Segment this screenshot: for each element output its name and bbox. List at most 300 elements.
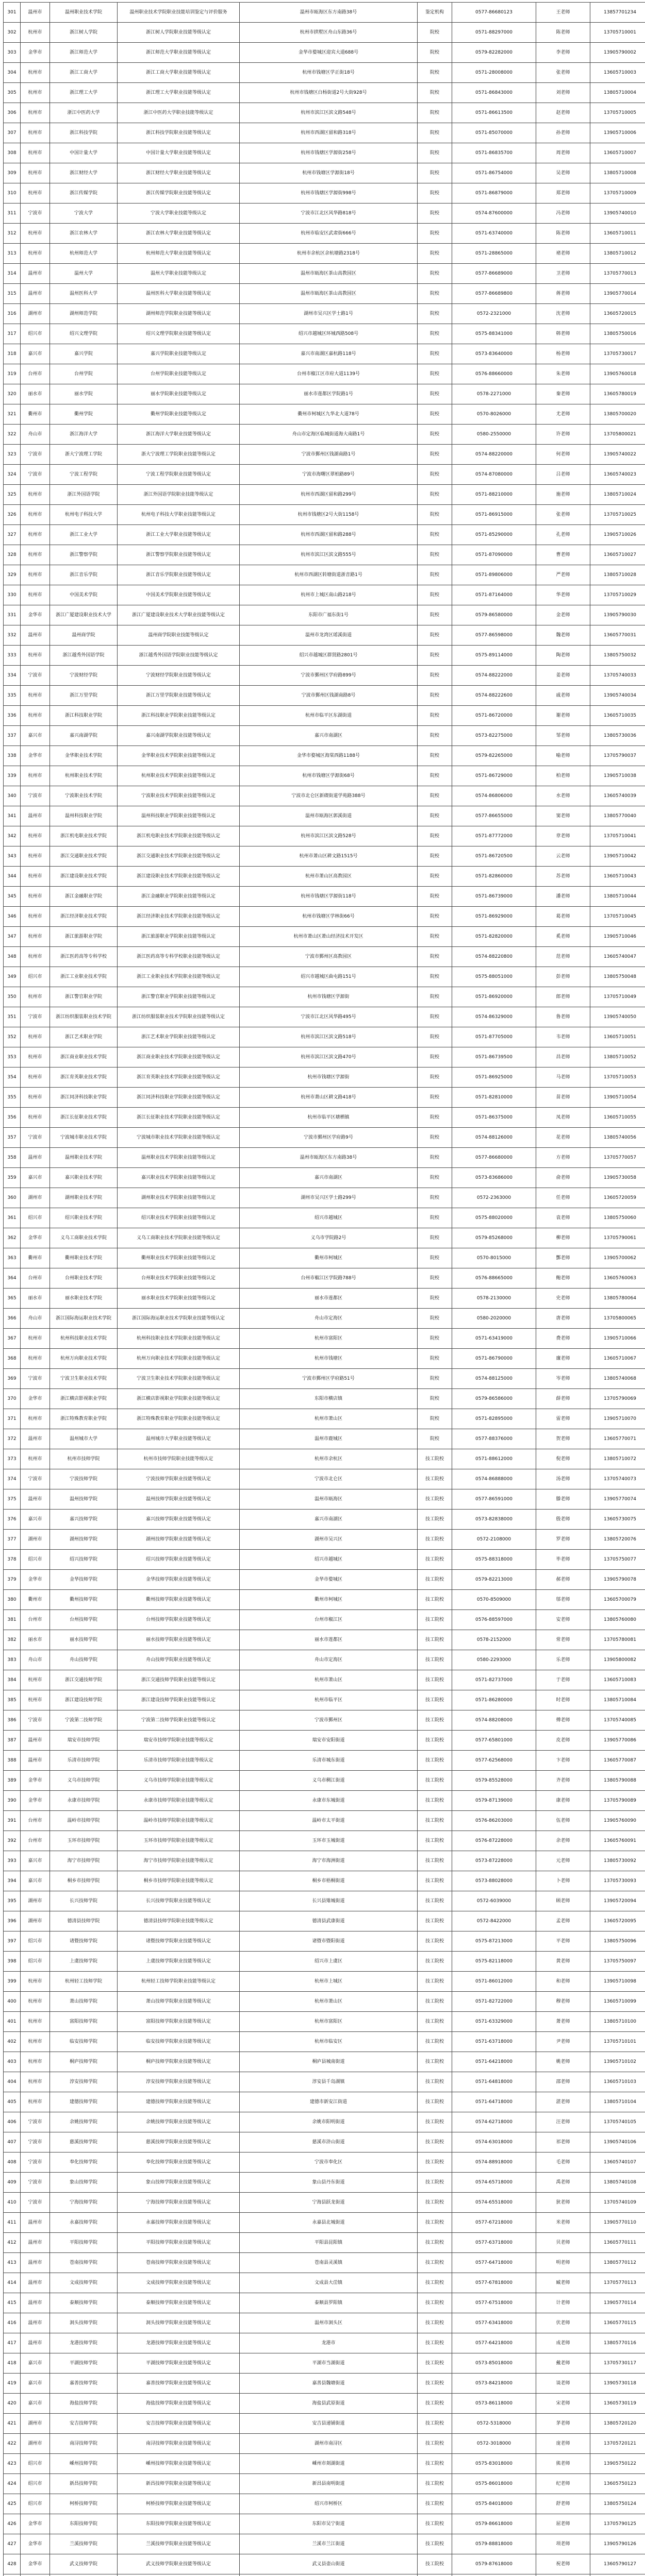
phone-cell: 0574-65718000 [452, 2173, 536, 2193]
contact-cell: 曹老师 [536, 545, 590, 565]
row-number: 322 [4, 425, 21, 445]
organization-cell: 温州医科大学 [50, 284, 118, 304]
contact-cell: 邬老师 [536, 1590, 590, 1610]
mobile-cell: 13605790127 [590, 2554, 645, 2574]
address-cell: 龙港市 [240, 2333, 418, 2353]
table-row [4, 1510, 645, 1530]
type-cell: 院校 [418, 605, 452, 625]
organization-cell: 浙江同济科技职业学院 [50, 1088, 118, 1108]
type-cell: 院校 [418, 625, 452, 646]
phone-cell: 0570-8026000 [452, 404, 536, 425]
phone-cell: 0571-86915000 [452, 505, 536, 525]
organization-cell: 柯桥技师学院 [50, 2494, 118, 2514]
address-cell: 杭州市萧山区 [240, 1670, 418, 1690]
project-cell: 宁波技师学院职业技能等级认定 [118, 1469, 240, 1489]
city-cell: 杭州市 [21, 646, 50, 666]
project-cell: 舟山技师学院职业技能等级认定 [118, 1650, 240, 1670]
project-cell: 玉环市技师学院职业技能等级认定 [118, 1831, 240, 1851]
type-cell: 技工院校 [418, 2293, 452, 2313]
project-cell: 丽水技师学院职业技能等级认定 [118, 1630, 240, 1650]
phone-cell: 0571-87090000 [452, 545, 536, 565]
project-cell: 金华技师学院职业技能等级认定 [118, 1570, 240, 1590]
address-cell: 舟山市定海区临城街道海大南路1号 [240, 425, 418, 445]
address-cell: 温州市洞头区 [240, 2313, 418, 2333]
project-cell: 浙江长征职业技术学院职业技能等级认定 [118, 1108, 240, 1128]
address-cell: 杭州市钱塘区学源街68号 [240, 766, 418, 786]
address-cell: 武义县壶山街道 [240, 2554, 418, 2574]
phone-cell: 0577-86655000 [452, 806, 536, 826]
address-cell: 杭州市钱塘区2号大街1158号 [240, 505, 418, 525]
phone-cell: 0576-88665000 [452, 1268, 536, 1289]
row-number: 350 [4, 987, 21, 1007]
organization-cell: 温州科技职业学院 [50, 806, 118, 826]
project-cell: 温州城市大学职业技能等级认定 [118, 1429, 240, 1449]
address-cell: 杭州市西湖区留和路318号 [240, 123, 418, 143]
type-cell: 技工院校 [418, 2494, 452, 2514]
row-number: 406 [4, 2112, 21, 2132]
type-cell: 院校 [418, 23, 452, 43]
city-cell: 杭州市 [21, 1047, 50, 1067]
table-row [4, 284, 645, 304]
contact-cell: 邹老师 [536, 726, 590, 746]
contact-cell: 姜老师 [536, 666, 590, 686]
project-cell: 温岭市技师学院职业技能等级认定 [118, 1811, 240, 1831]
city-cell: 杭州市 [21, 244, 50, 264]
table-row [4, 1067, 645, 1088]
city-cell: 温州市 [21, 2213, 50, 2233]
city-cell: 杭州市 [21, 1027, 50, 1047]
row-number: 378 [4, 1550, 21, 1570]
mobile-cell: 13605780019 [590, 384, 645, 404]
phone-cell: 0577-64718000 [452, 2253, 536, 2273]
table-row [4, 605, 645, 625]
contact-cell: 赵老师 [536, 103, 590, 123]
mobile-cell: 13605770031 [590, 625, 645, 646]
contact-cell: 苗老师 [536, 1088, 590, 1108]
type-cell: 院校 [418, 947, 452, 967]
contact-cell: 史老师 [536, 1289, 590, 1309]
project-cell: 浙江越秀外国语学院职业技能等级认定 [118, 646, 240, 666]
organization-cell: 宁波财经学院 [50, 666, 118, 686]
type-cell: 院校 [418, 826, 452, 846]
city-cell: 温州市 [21, 1751, 50, 1771]
mobile-cell: 13705790089 [590, 1791, 645, 1811]
city-cell: 杭州市 [21, 545, 50, 565]
contact-cell: 尹老师 [536, 2032, 590, 2052]
table-row [4, 927, 645, 947]
city-cell: 嘉兴市 [21, 2353, 50, 2374]
contact-cell: 时老师 [536, 1690, 590, 1710]
city-cell: 绍兴市 [21, 2494, 50, 2514]
project-cell: 安吉技师学院职业技能等级认定 [118, 2414, 240, 2434]
table-row [4, 2374, 645, 2394]
row-number: 365 [4, 1289, 21, 1309]
phone-cell: 0577-67518000 [452, 2293, 536, 2313]
contact-cell: 许老师 [536, 425, 590, 445]
type-cell: 院校 [418, 143, 452, 163]
address-cell: 杭州市余杭区余杭塘路2318号 [240, 244, 418, 264]
table-row [4, 2233, 645, 2253]
row-number: 373 [4, 1449, 21, 1469]
address-cell: 金华市婺城区海棠西路1188号 [240, 746, 418, 766]
project-cell: 浙江音乐学院职业技能等级认定 [118, 565, 240, 585]
contact-cell: 凤老师 [536, 1108, 590, 1128]
project-cell: 浙江国际海运职业技术学院职业技能等级认定 [118, 1309, 240, 1329]
mobile-cell: 13805720120 [590, 2414, 645, 2434]
city-cell: 台州市 [21, 1831, 50, 1851]
organization-cell: 杭州轻工技师学院 [50, 1972, 118, 1992]
phone-cell: 0577-86689800 [452, 284, 536, 304]
contact-cell: 冯老师 [536, 204, 590, 224]
mobile-cell: 13605770115 [590, 2313, 645, 2333]
project-cell: 文成技师学院职业技能等级认定 [118, 2273, 240, 2293]
phone-cell: 0571-82737000 [452, 1670, 536, 1690]
row-number: 319 [4, 364, 21, 384]
address-cell: 绍兴市柯桥区 [240, 2494, 418, 2514]
phone-cell: 0577-86680000 [452, 1148, 536, 1168]
contact-cell: 酆老师 [536, 1248, 590, 1268]
table-row [4, 1952, 645, 1972]
contact-cell: 金老师 [536, 605, 590, 625]
type-cell: 技工院校 [418, 1449, 452, 1469]
address-cell: 衢州市柯城区 [240, 1590, 418, 1610]
row-number: 399 [4, 1972, 21, 1992]
type-cell: 院校 [418, 103, 452, 123]
table-row [4, 1188, 645, 1208]
address-cell: 温州市瓯海区郭溪街道 [240, 806, 418, 826]
city-cell: 湖州市 [21, 1911, 50, 1931]
row-number: 348 [4, 947, 21, 967]
mobile-cell: 13905740022 [590, 445, 645, 465]
table-row [4, 445, 645, 465]
row-number: 337 [4, 726, 21, 746]
table-row [4, 1690, 645, 1710]
table-row [4, 967, 645, 987]
phone-cell: 0573-82275000 [452, 726, 536, 746]
address-cell: 杭州市余杭区 [240, 1449, 418, 1469]
table-row [4, 3, 645, 23]
mobile-cell: 13605720095 [590, 1911, 645, 1931]
address-cell: 湖州市南浔区 [240, 2434, 418, 2454]
city-cell: 绍兴市 [21, 1952, 50, 1972]
contact-cell: 昌老师 [536, 1047, 590, 1067]
table-row [4, 1128, 645, 1148]
address-cell: 慈溪市浒山街道 [240, 2132, 418, 2153]
phone-cell: 0577-86689000 [452, 264, 536, 284]
project-cell: 奉化技师学院职业技能等级认定 [118, 2153, 240, 2173]
project-cell: 金华职业技术学院职业技能等级认定 [118, 746, 240, 766]
organization-cell: 平湖技师学院 [50, 2353, 118, 2374]
mobile-cell [590, 2574, 645, 2576]
contact-cell: 蒋老师 [536, 284, 590, 304]
contact-cell: 倪老师 [536, 1449, 590, 1469]
city-cell: 温州市 [21, 1429, 50, 1449]
contact-cell: 范老师 [536, 947, 590, 967]
contact-cell: 汪老师 [536, 2112, 590, 2132]
phone-cell: 0574-87600000 [452, 204, 536, 224]
table-row [4, 2213, 645, 2233]
type-cell: 院校 [418, 766, 452, 786]
address-cell: 杭州市西湖区转塘街道浙音路1号 [240, 565, 418, 585]
organization-cell: 富阳技师学院 [50, 2012, 118, 2032]
phone-cell: 0577-63718000 [452, 2233, 536, 2253]
city-cell: 嘉兴市 [21, 2374, 50, 2394]
contact-cell: 穆老师 [536, 1992, 590, 2012]
phone-cell: 0571-64218000 [452, 2052, 536, 2072]
organization-cell: 浙江师范大学 [50, 43, 118, 63]
mobile-cell: 13905740106 [590, 2132, 645, 2153]
contact-cell: 毛老师 [536, 2153, 590, 2173]
row-number: 410 [4, 2193, 21, 2213]
mobile-cell: 13905770110 [590, 2213, 645, 2233]
project-cell: 浙江金融职业学院职业技能等级认定 [118, 887, 240, 907]
table-row [4, 2394, 645, 2414]
organization-cell: 义乌工商职业技术学院 [50, 1228, 118, 1248]
project-cell: 德清县技师学院职业技能等级认定 [118, 1911, 240, 1931]
contact-cell: 纪老师 [536, 2474, 590, 2494]
project-cell: 温州医科大学职业技能等级认定 [118, 284, 240, 304]
project-cell: 杭州电子科技大学职业技能等级认定 [118, 505, 240, 525]
project-cell: 嘉兴南湖学院职业技能等级认定 [118, 726, 240, 746]
table-row [4, 2554, 645, 2574]
organization-cell: 绍兴职业技术学院 [50, 1208, 118, 1228]
mobile-cell: 13705790125 [590, 2514, 645, 2534]
table-row [4, 143, 645, 163]
table-row [4, 2353, 645, 2374]
phone-cell: 0571-87705000 [452, 1027, 536, 1047]
contact-cell: 薛老师 [536, 1389, 590, 1409]
organization-cell: 杭州职业技术学院 [50, 766, 118, 786]
city-cell: 温州市 [21, 2333, 50, 2353]
contact-cell: 贺老师 [536, 1429, 590, 1449]
organization-cell: 永嘉技师学院 [50, 2213, 118, 2233]
address-cell: 嘉兴市南湖区 [240, 726, 418, 746]
address-cell: 宁波市北仑区 [240, 1469, 418, 1489]
organization-cell: 浙江音乐学院 [50, 565, 118, 585]
organization-cell: 嘉兴技师学院 [50, 1510, 118, 1530]
contact-cell: 杨老师 [536, 344, 590, 364]
type-cell: 技工院校 [418, 1610, 452, 1630]
address-cell: 杭州市钱塘区学源街 [240, 987, 418, 1007]
contact-cell: 邵老师 [536, 2072, 590, 2092]
mobile-cell: 13705740105 [590, 2112, 645, 2132]
mobile-cell: 13705710009 [590, 183, 645, 204]
contact-cell: 鲍老师 [536, 1268, 590, 1289]
row-number: 388 [4, 1751, 21, 1771]
mobile-cell: 13605770087 [590, 1751, 645, 1771]
organization-cell: 浙江工商大学 [50, 63, 118, 83]
row-number: 375 [4, 1489, 21, 1510]
table-row [4, 1228, 645, 1248]
city-cell: 宁波市 [21, 666, 50, 686]
mobile-cell: 13605710067 [590, 1349, 645, 1369]
mobile-cell: 13805750048 [590, 967, 645, 987]
table-row [4, 726, 645, 746]
type-cell: 院校 [418, 786, 452, 806]
mobile-cell: 13605710099 [590, 1992, 645, 2012]
row-number: 380 [4, 1590, 21, 1610]
organization-cell: 武义技师学院 [50, 2554, 118, 2574]
type-cell: 技工院校 [418, 2374, 452, 2394]
project-cell: 永嘉技师学院职业技能等级认定 [118, 2213, 240, 2233]
table-row [4, 1047, 645, 1067]
row-number: 305 [4, 83, 21, 103]
type-cell: 院校 [418, 726, 452, 746]
city-cell: 嘉兴市 [21, 1871, 50, 1891]
address-cell: 宁波市鄞州区高教园区 [240, 947, 418, 967]
row-number: 359 [4, 1168, 21, 1188]
contact-cell: 花老师 [536, 1128, 590, 1148]
row-number: 421 [4, 2414, 21, 2434]
project-cell: 浙江经济职业技术学院职业技能等级认定 [118, 907, 240, 927]
organization-cell: 衢州学院 [50, 404, 118, 425]
project-cell: 浙江传媒学院职业技能等级认定 [118, 183, 240, 204]
mobile-cell: 13805750096 [590, 1931, 645, 1952]
organization-cell: 桐庐技师学院 [50, 2052, 118, 2072]
mobile-cell: 13705780081 [590, 1630, 645, 1650]
address-cell: 长兴县雉城街道 [240, 1891, 418, 1911]
organization-cell: 温州职业技术学院 [50, 1148, 118, 1168]
mobile-cell: 13705770013 [590, 264, 645, 284]
project-cell: 苍南技师学院职业技能等级认定 [118, 2253, 240, 2273]
mobile-cell: 13705800065 [590, 1309, 645, 1329]
address-cell: 杭州市萧山区耕文路418号 [240, 1088, 418, 1108]
address-cell: 杭州市钱塘区学源街 [240, 1067, 418, 1088]
type-cell: 院校 [418, 1148, 452, 1168]
project-cell: 浙江艺术职业学院职业技能等级认定 [118, 1027, 240, 1047]
row-number: 325 [4, 485, 21, 505]
contact-cell: 孔老师 [536, 525, 590, 545]
address-cell: 杭州市滨江区滨文路555号 [240, 545, 418, 565]
table-row [4, 384, 645, 404]
phone-cell: 0571-86729000 [452, 766, 536, 786]
row-number: 361 [4, 1208, 21, 1228]
row-number: 402 [4, 2032, 21, 2052]
organization-cell: 温州商学院 [50, 625, 118, 646]
table-row [4, 83, 645, 103]
mobile-cell: 13605740107 [590, 2153, 645, 2173]
project-cell: 台州技师学院职业技能等级认定 [118, 1610, 240, 1630]
table-row [4, 1108, 645, 1128]
organization-cell: 浙江机电职业技术学院 [50, 826, 118, 846]
row-number: 396 [4, 1911, 21, 1931]
address-cell: 温州市瓯海区东方南路38号 [240, 3, 418, 23]
row-number: 397 [4, 1931, 21, 1952]
city-cell: 杭州市 [21, 143, 50, 163]
contact-cell: 谢老师 [536, 706, 590, 726]
mobile-cell: 13605710007 [590, 143, 645, 163]
type-cell: 技工院校 [418, 2072, 452, 2092]
contact-cell: 湛老师 [536, 2092, 590, 2112]
phone-cell: 0571-87772000 [452, 826, 536, 846]
table-row [4, 63, 645, 83]
contact-cell: 茅老师 [536, 2414, 590, 2434]
mobile-cell: 13605710027 [590, 545, 645, 565]
row-number: 307 [4, 123, 21, 143]
organization-cell: 杭州电子科技大学 [50, 505, 118, 525]
organization-cell: 绍兴技师学院 [50, 1550, 118, 1570]
phone-cell: 0571-82860000 [452, 867, 536, 887]
mobile-cell: 13605760091 [590, 1831, 645, 1851]
type-cell: 院校 [418, 1309, 452, 1329]
mobile-cell: 13705730117 [590, 2353, 645, 2374]
address-cell: 嘉兴市南湖区嘉杭路118号 [240, 344, 418, 364]
project-cell: 桐庐技师学院职业技能等级认定 [118, 2052, 240, 2072]
row-number: 391 [4, 1811, 21, 1831]
type-cell: 院校 [418, 1067, 452, 1088]
mobile-cell: 13705710025 [590, 505, 645, 525]
address-cell: 乐清市城东街道 [240, 1751, 418, 1771]
city-cell: 温州市 [21, 625, 50, 646]
row-number: 311 [4, 204, 21, 224]
table-row [4, 1429, 645, 1449]
contact-cell: 方老师 [536, 1148, 590, 1168]
row-number: 313 [4, 244, 21, 264]
project-cell: 建德技师学院职业技能等级认定 [118, 2092, 240, 2112]
mobile-cell: 13805710044 [590, 887, 645, 907]
mobile-cell: 13905760018 [590, 364, 645, 384]
phone-cell: 0573-86118000 [452, 2394, 536, 2414]
city-cell: 丽水市 [21, 1289, 50, 1309]
type-cell: 院校 [418, 967, 452, 987]
type-cell: 技工院校 [418, 2153, 452, 2173]
contact-cell: 卫老师 [536, 264, 590, 284]
type-cell: 院校 [418, 1108, 452, 1128]
contact-cell: 魏老师 [536, 625, 590, 646]
organization-cell: 浙江商业职业技术学院 [50, 1047, 118, 1067]
phone-cell: 0579-87139000 [452, 1791, 536, 1811]
table-row [4, 2253, 645, 2273]
phone-cell: 0571-88210000 [452, 485, 536, 505]
contact-cell: 屈老师 [536, 2514, 590, 2534]
project-cell: 浙江财经大学职业技能等级认定 [118, 163, 240, 183]
address-cell: 宁海县跃龙街道 [240, 2193, 418, 2213]
type-cell: 技工院校 [418, 1972, 452, 1992]
type-cell: 院校 [418, 887, 452, 907]
city-cell: 嘉兴市 [21, 344, 50, 364]
contact-cell: 水老师 [536, 786, 590, 806]
phone-cell: 0574-86888000 [452, 1469, 536, 1489]
mobile-cell: 13605710043 [590, 867, 645, 887]
row-number: 330 [4, 585, 21, 605]
table-row [4, 2414, 645, 2434]
city-cell: 金华市 [21, 1389, 50, 1409]
phone-cell: 0575-88051000 [452, 967, 536, 987]
row-number: 390 [4, 1791, 21, 1811]
city-cell: 金华市 [21, 2514, 50, 2534]
organization-cell: 嘉善技师学院 [50, 2374, 118, 2394]
organization-cell: 浙江交通职业技术学院 [50, 846, 118, 867]
organization-cell: 浙江理工大学 [50, 83, 118, 103]
city-cell: 杭州市 [21, 485, 50, 505]
type-cell: 技工院校 [418, 1710, 452, 1731]
city-cell: 嘉兴市 [21, 1168, 50, 1188]
table-row [4, 1670, 645, 1690]
address-cell: 宁波市鄞州区钱湖南路1号 [240, 445, 418, 465]
city-cell: 金华市 [21, 605, 50, 625]
city-cell: 杭州市 [21, 2092, 50, 2112]
project-cell: 浙江工业大学职业技能等级认定 [118, 525, 240, 545]
type-cell: 院校 [418, 1409, 452, 1429]
contact-cell: 褚老师 [536, 244, 590, 264]
contact-cell: 贝老师 [536, 2233, 590, 2253]
project-cell: 浙江商业职业技术学院职业技能等级认定 [118, 1047, 240, 1067]
organization-cell: 乐清市技师学院 [50, 1751, 118, 1771]
organization-cell: 浙江金融职业学院 [50, 887, 118, 907]
city-cell: 台州市 [21, 1610, 50, 1630]
city-cell: 杭州市 [21, 686, 50, 706]
phone-cell: 0574-87080000 [452, 465, 536, 485]
